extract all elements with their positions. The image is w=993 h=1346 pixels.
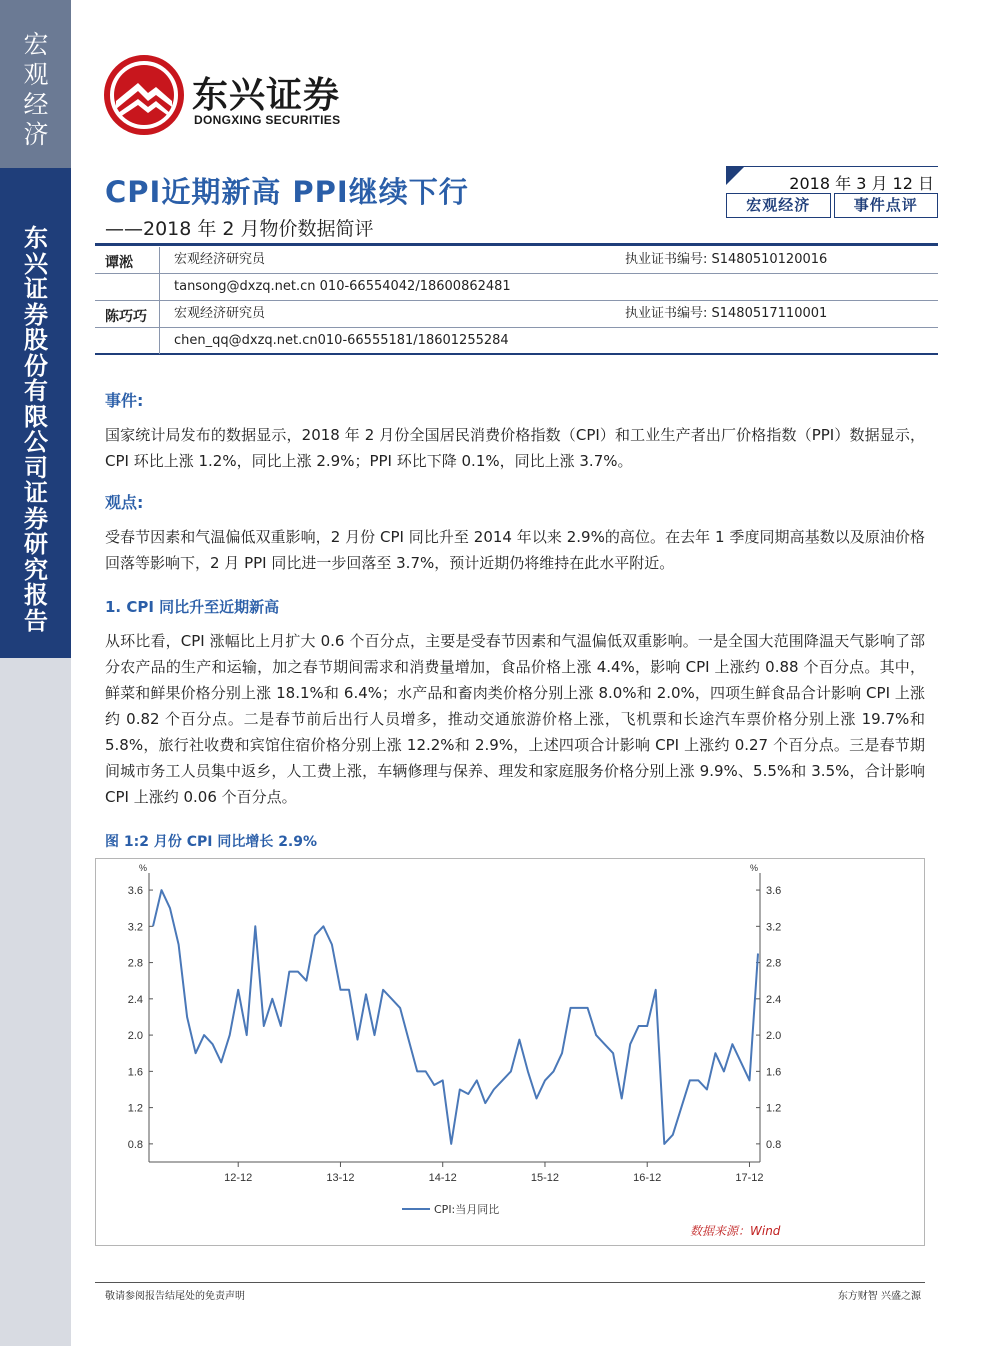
- left-tick-label: 2.0: [127, 1030, 143, 1043]
- x-tick-label: 15-12: [530, 1172, 560, 1184]
- left-tick-label: 0.8: [127, 1138, 143, 1151]
- author-contact[interactable]: tansong@dxzq.net.cn 010-66554042/18600862481: [159, 274, 511, 300]
- tag-type: 事件点评: [834, 193, 939, 218]
- author-cert: 执业证书编号: S1480510120016: [625, 252, 828, 267]
- author-table: [95, 247, 938, 355]
- author-contact-row: [95, 274, 938, 301]
- footer-divider: [95, 1282, 925, 1283]
- footer-slogan: 东方财智 兴盛之源: [837, 1291, 921, 1302]
- author-contact[interactable]: chen_qq@dxzq.net.cn010-66555181/18601255284: [159, 328, 509, 354]
- right-tick-label: 2.8: [766, 957, 782, 970]
- title-divider: [95, 243, 938, 246]
- event-heading: 事件:: [105, 391, 144, 410]
- cpi-chart: [95, 858, 925, 1246]
- report-date: 2018 年 3 月 12 日: [789, 174, 934, 193]
- cpi-series-line: [153, 890, 758, 1144]
- right-tick-label: 3.2: [766, 921, 782, 934]
- footer-disclaimer: 敬请参阅报告结尾处的免责声明: [105, 1291, 245, 1302]
- x-tick-label: 14-12: [428, 1172, 457, 1184]
- report-title: CPI近期新高 PPI继续下行: [105, 175, 469, 209]
- logo-english-name: DONGXING SECURITIES: [194, 113, 341, 127]
- author-row: [95, 301, 938, 328]
- right-unit-label: %: [749, 863, 758, 873]
- point1-paragraph: 从环比看，CPI 涨幅比上月扩大 0.6 个百分点，主要是受春节因素和气温偏低双重影响。一是全国大范围降温天气影响了部分农产品的生产和运输，加之春节期间需求和消费量增加，食品价格上涨 4.4%，影响 CPI 上涨约 0.88 个百分点。其中，鲜菜和鲜果价格分别上涨 18.1%和 6.4%；水产品和畜肉类价格分别上涨 8.0%和 2.0%，四项生鲜食品合计影响 CPI 上涨约 0.82 个百分点。二是春节前后出行人员增多，推动交通旅游价格上涨，飞机票和长途汽车票价格分别上涨 19.7%和 5.8%，旅行社收费和宾馆住宿价格分别上涨 12.2%和 2.9%，上述四项合计影响 CPI 上涨约 0.27 个百分点。三是春节期间城市务工人员集中返乡，人工费上涨，车辆修理与保养、理发和家庭服务价格分别上涨 9.9%、5.5%和 3.5%，合计影响 CPI 上涨约 0.06 个百分点。: [105, 632, 925, 806]
- left-unit-label: %: [138, 863, 147, 873]
- logo-mark-icon: [104, 55, 184, 135]
- company-logo: [104, 55, 384, 139]
- right-tick-label: 2.4: [766, 993, 782, 1006]
- author-role: 宏观经济研究员: [159, 247, 265, 273]
- x-tick-label: 17-12: [735, 1172, 764, 1184]
- sidebar-category: 宏观经济: [23, 30, 49, 149]
- view-heading: 观点:: [105, 493, 144, 512]
- right-tick-label: 0.8: [766, 1138, 782, 1151]
- legend-label: CPI:当月同比: [434, 1203, 500, 1216]
- x-tick-label: 12-12: [224, 1172, 253, 1184]
- logo-chinese-name: 东兴证券: [192, 75, 341, 116]
- right-tick-label: 3.6: [766, 885, 782, 898]
- left-tick-label: 2.8: [127, 957, 143, 970]
- report-subtitle: ——2018 年 2 月物价数据简评: [105, 218, 374, 240]
- author-cert: 执业证书编号: S1480517110001: [625, 306, 828, 321]
- report-tags: [726, 193, 938, 218]
- sidebar-company-band: [0, 168, 71, 658]
- left-tick-label: 1.2: [127, 1102, 143, 1115]
- date-corner-triangle-icon: [726, 167, 744, 185]
- sidebar-lower-band: [0, 658, 71, 1346]
- sidebar-category-band: [0, 0, 71, 168]
- figure-caption: 图 1:2 月份 CPI 同比增长 2.9%: [105, 834, 318, 850]
- left-tick-label: 1.6: [127, 1066, 143, 1079]
- cpi-chart-svg: [96, 859, 926, 1247]
- author-role: 宏观经济研究员: [159, 301, 265, 327]
- x-tick-label: 13-12: [326, 1172, 355, 1184]
- sidebar-company-report: 东兴证券股份有限公司证券研究报告: [24, 224, 48, 635]
- point1-heading: 1. CPI 同比升至近期新高: [105, 598, 280, 616]
- left-tick-label: 3.6: [127, 885, 143, 898]
- author-row: [95, 247, 938, 274]
- tag-category: 宏观经济: [726, 193, 831, 218]
- left-tick-label: 3.2: [127, 921, 143, 934]
- event-paragraph: 国家统计局发布的数据显示，2018 年 2 月份全国居民消费价格指数（CPI）和工业生产者出厂价格指数（PPI）数据显示，CPI 环比上涨 1.2%，同比上涨 2.9%；PPI 环比下降 0.1%，同比上涨 3.7%。: [105, 426, 925, 470]
- author-name: 陈巧巧: [105, 309, 147, 325]
- x-tick-label: 16-12: [633, 1172, 662, 1184]
- left-tick-label: 2.4: [127, 993, 143, 1006]
- right-tick-label: 1.6: [766, 1066, 782, 1079]
- view-paragraph: 受春节因素和气温偏低双重影响，2 月份 CPI 同比升至 2014 年以来 2.9%的高位。在去年 1 季度同期高基数以及原油价格回落等影响下，2 月 PPI 同比进一步回落至 3.7%，预计近期仍将维持在此水平附近。: [105, 528, 925, 572]
- right-tick-label: 2.0: [766, 1030, 782, 1043]
- right-tick-label: 1.2: [766, 1102, 782, 1115]
- report-date-box: [726, 166, 938, 193]
- author-name: 谭淞: [105, 255, 133, 271]
- author-contact-row: [95, 328, 938, 355]
- data-source: 数据来源：Wind: [690, 1224, 781, 1238]
